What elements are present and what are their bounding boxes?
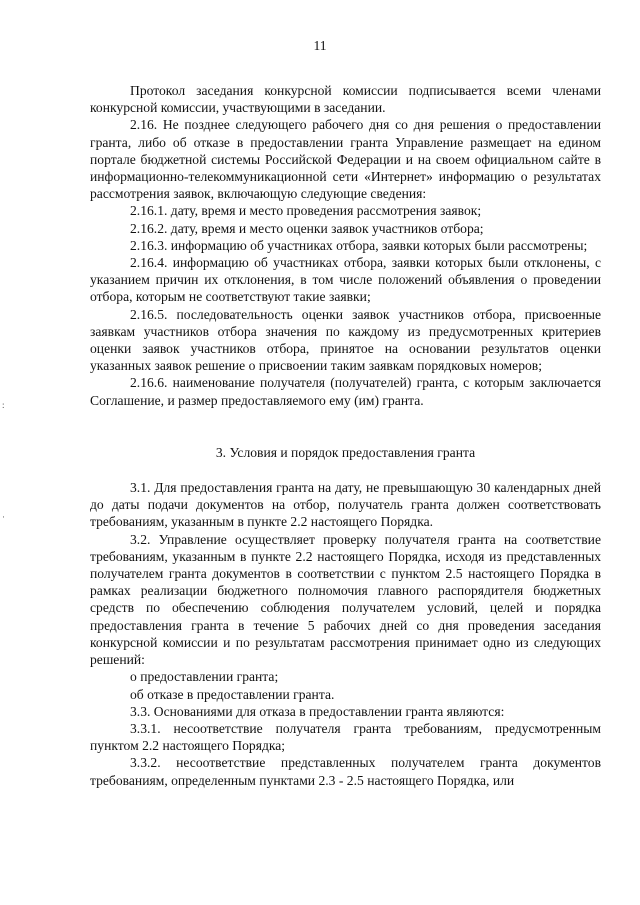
document-body <box>90 82 601 789</box>
paragraph: 2.16.3. информацию об участниках отбора, заявки которых были рассмотрены; <box>130 237 588 253</box>
margin-mark: · <box>2 512 5 522</box>
section-heading: 3. Условия и порядок предоставления гранта <box>215 444 476 460</box>
paragraph: 3.3. Основаниями для отказа в предоставлении гранта являются: <box>130 703 505 719</box>
paragraph: 3.3.1. несоответствие получателя гранта требованиям, предусмотренным пунктом 2.2 настоящего Порядка; <box>90 720 601 754</box>
paragraph: 3.2. Управление осуществляет проверку получателя гранта на соответствие требованиям, указанным в пункте 2.2 настоящего Порядка, исходя из представленных получателем гранта документов в соответствии с пунктом 2.5 настоящего Порядка в рамках реализации бюджетного полномочия главного распорядителя бюджетных средств по обеспечению соблюдения получателем условий, целей и порядка предоставления гранта в течение 5 рабочих дней со дня проведения заседания конкурсной комиссии и по результатам рассмотрения принимает одно из следующих решений: <box>90 531 601 668</box>
paragraph: 2.16.5. последовательность оценки заявок участников отбора, присвоенные заявкам участников отбора значения по каждому из предусмотренных критериев оценки заявок участников отбора, принятое на основании результатов оценки указанных заявок решение о присвоении таким заявкам порядковых номеров; <box>90 306 601 374</box>
paragraph: 2.16.4. информацию об участниках отбора, заявки которых были отклонены, с указанием причин их отклонения, в том числе положений объявления о проведении отбора, которым не соответствуют такие заявки; <box>90 255 601 305</box>
page-number: 11 <box>313 38 327 53</box>
paragraph: 3.1. Для предоставления гранта на дату, не превышающую 30 календарных дней до даты подачи документов на отбор, получатель гранта должен соответствовать требованиям, указанным в пункте 2.2 настоящего Порядка. <box>90 480 601 530</box>
paragraph: 2.16. Не позднее следующего рабочего дня со дня решения о предоставлении гранта, либо об отказе в предоставлении гранта Управление размещает на едином портале бюджетной системы Российской Федерации и на своем официальном сайте в информационно-телекоммуникационной сети «Интернет» информацию о результатах рассмотрения заявок, включающую следующие сведения: <box>90 117 601 202</box>
paragraph: Протокол заседания конкурсной комиссии подписывается всеми членами конкурсной комиссии, участвующими в заседании. <box>90 83 601 116</box>
paragraph: 2.16.2. дату, время и место оценки заявок участников отбора; <box>130 220 484 236</box>
paragraph: 3.3.2. несоответствие представленных получателем гранта документов требованиям, определенным пунктами 2.3 - 2.5 настоящего Порядка, или <box>90 755 601 788</box>
paragraph: о предоставлении гранта; <box>130 669 279 685</box>
paragraph: 2.16.1. дату, время и место проведения рассмотрения заявок; <box>130 203 482 219</box>
margin-mark: : <box>2 400 5 410</box>
paragraph: об отказе в предоставлении гранта. <box>130 686 335 702</box>
paragraph: 2.16.6. наименование получателя (получателей) гранта, с которым заключается Соглашение, и размер предоставляемого ему (им) гранта. <box>90 375 601 408</box>
